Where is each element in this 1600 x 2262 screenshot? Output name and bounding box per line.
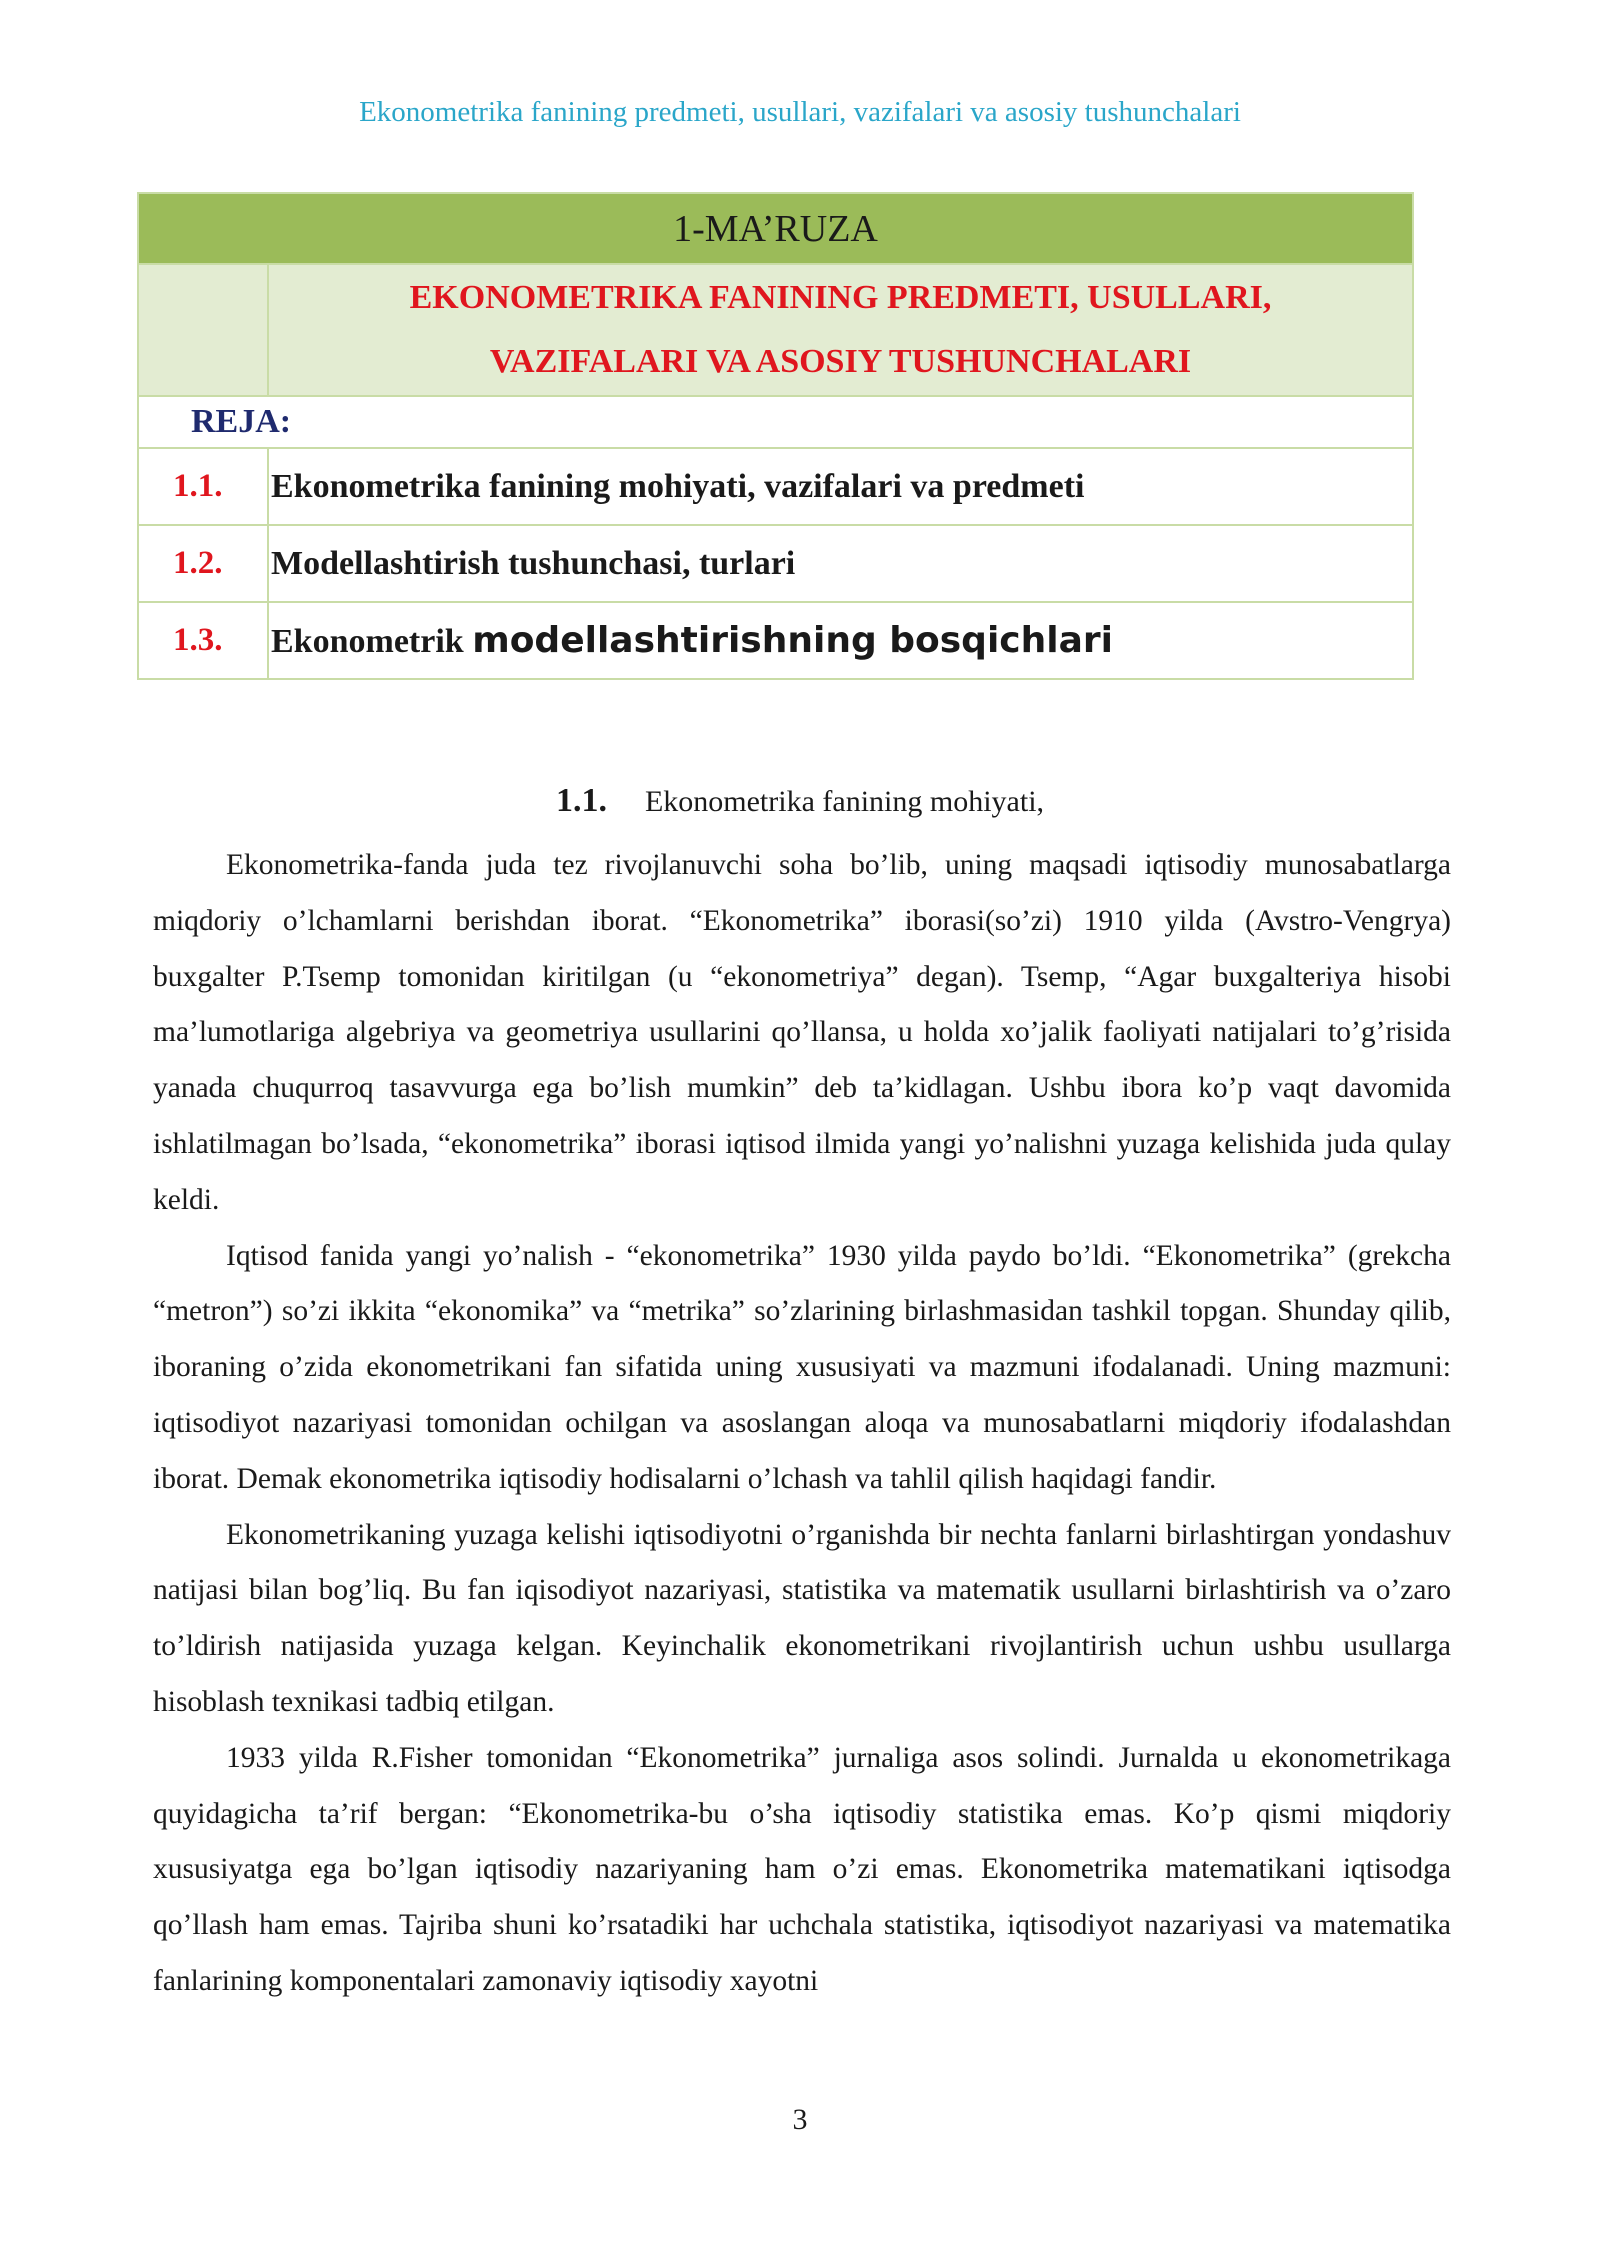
lecture-label-row [138, 193, 1413, 264]
paragraph: Ekonometrikaning yuzaga kelishi iqtisodiyotni o’rganishda bir nechta fanlarni birlashtirgan yondashuv natijasi bilan bog’liq. Bu fan iqisodiyot nazariyasi, statistika va matematik usullarni birlashtirish va o’zaro to’ldirish natijasida yuzaga kelgan. Keyinchalik ekonometrikani rivojlantirish uchun ushbu usullarga hisoblash texnikasi tadbiq etilgan. [153, 1518, 1451, 1718]
plan-item-text: Modellashtirish tushunchasi, turlari [268, 525, 1413, 602]
plan-label: REJA: [138, 396, 1413, 448]
paragraph: Ekonometrika-fanda juda tez rivojlanuvchi soha bo’lib, uning maqsadi iqtisodiy munosabatlarga miqdoriy o’lchamlarni berishdan iborat. “Ekonometrika” iborasi(so’zi) 1910 yilda (Avstro-Vengrya) buxgalter P.Tsemp tomonidan kiritilgan (u “ekonometriya” degan). Tsemp, “Agar buxgalteriya hisobi ma’lumotlariga algebriya va geometriya usullarini qo’llansa, u holda xo’jalik faoliyati natijalari to’g’risida yanada chuqurroq tasavvurga ega bo’lish mumkin” deb ta’kidlagan. Ushbu ibora ko’p vaqt davomida ishlatilmagan bo’lsada, “ekonometrika” iborasi iqtisod ilmida yangi yo’nalishni yuzaga kelishida juda qulay keldi. [153, 849, 1451, 1216]
plan-item-number: 1.3. [138, 602, 268, 679]
plan-item [138, 525, 1413, 602]
lecture-plan-table [137, 192, 1414, 680]
paragraph: 1933 yilda R.Fisher tomonidan “Ekonometrika” jurnaliga asos solindi. Jurnalda u ekonometrikaga quyidagicha ta’rif bergan: “Ekonometrika-bu o’sha iqtisodiy statistika emas. Ko’p qismi miqdoriy xususiyatga ega bo’lgan iqtisodiy nazariyaning ham o’zi emas. Ekonometrika matematikani iqtisodga qo’llash ham emas. Tajriba shuni ko’rsatadiki har uchchala statistika, iqtisodiyot nazariyasi va matematika fanlarining komponentalari zamonaviy iqtisodiy xayotni [153, 1741, 1451, 1997]
plan-item-number: 1.2. [138, 525, 268, 602]
plan-item-text [268, 602, 1413, 679]
page-number: 3 [792, 2103, 808, 2136]
plan-label-row [138, 396, 1413, 448]
plan-item [138, 602, 1413, 679]
plan-item-text-part-1: Ekonometrik [271, 623, 473, 660]
paragraph: Iqtisod fanida yangi yo’nalish - “ekonometrika” 1930 yilda paydo bo’ldi. “Ekonometrika” (grekcha “metron”) so’zi ikkita “ekonomika” va “metrika” so’zlarining birlashmasidan tashkil topgan. Shunday qilib, iboraning o’zida ekonometrikani fan sifatida uning xususiyati va mazmuni ifodalanadi. Uning mazmuni: iqtisodiyot nazariyasi tomonidan ochilgan va asoslangan aloqa va munosabatlarni miqdoriy ifodalashdan iborat. Demak ekonometrika iqtisodiy hodisalarni o’lchash va tahlil qilish haqidagi fandir. [153, 1239, 1451, 1495]
plan-item-number: 1.1. [138, 448, 268, 525]
lecture-title [268, 264, 1413, 396]
lecture-title-line-1: EKONOMETRIKA FANINING PREDMETI, USULLARI, [409, 279, 1272, 316]
running-header: Ekonometrika fanining predmeti, usullari, vazifalari va asosiy tushunchalari [359, 96, 1241, 128]
section-title: Ekonometrika fanining mohiyati, [644, 785, 1045, 818]
lecture-title-line-2: VAZIFALARI VA ASOSIY TUSHUNCHALARI [489, 343, 1192, 380]
section-number: 1.1. [555, 782, 607, 819]
plan-item-text-part-2: modellashtirishning bosqichlari [472, 620, 1113, 661]
plan-item-text: Ekonometrika fanining mohiyati, vazifalari va predmeti [268, 448, 1413, 525]
lecture-label: 1-MA’RUZA [138, 193, 1413, 264]
section-heading [0, 782, 1600, 820]
lecture-title-row [138, 264, 1413, 396]
plan-item [138, 448, 1413, 525]
body-text [153, 838, 1451, 2010]
title-spacer-cell [138, 264, 268, 396]
